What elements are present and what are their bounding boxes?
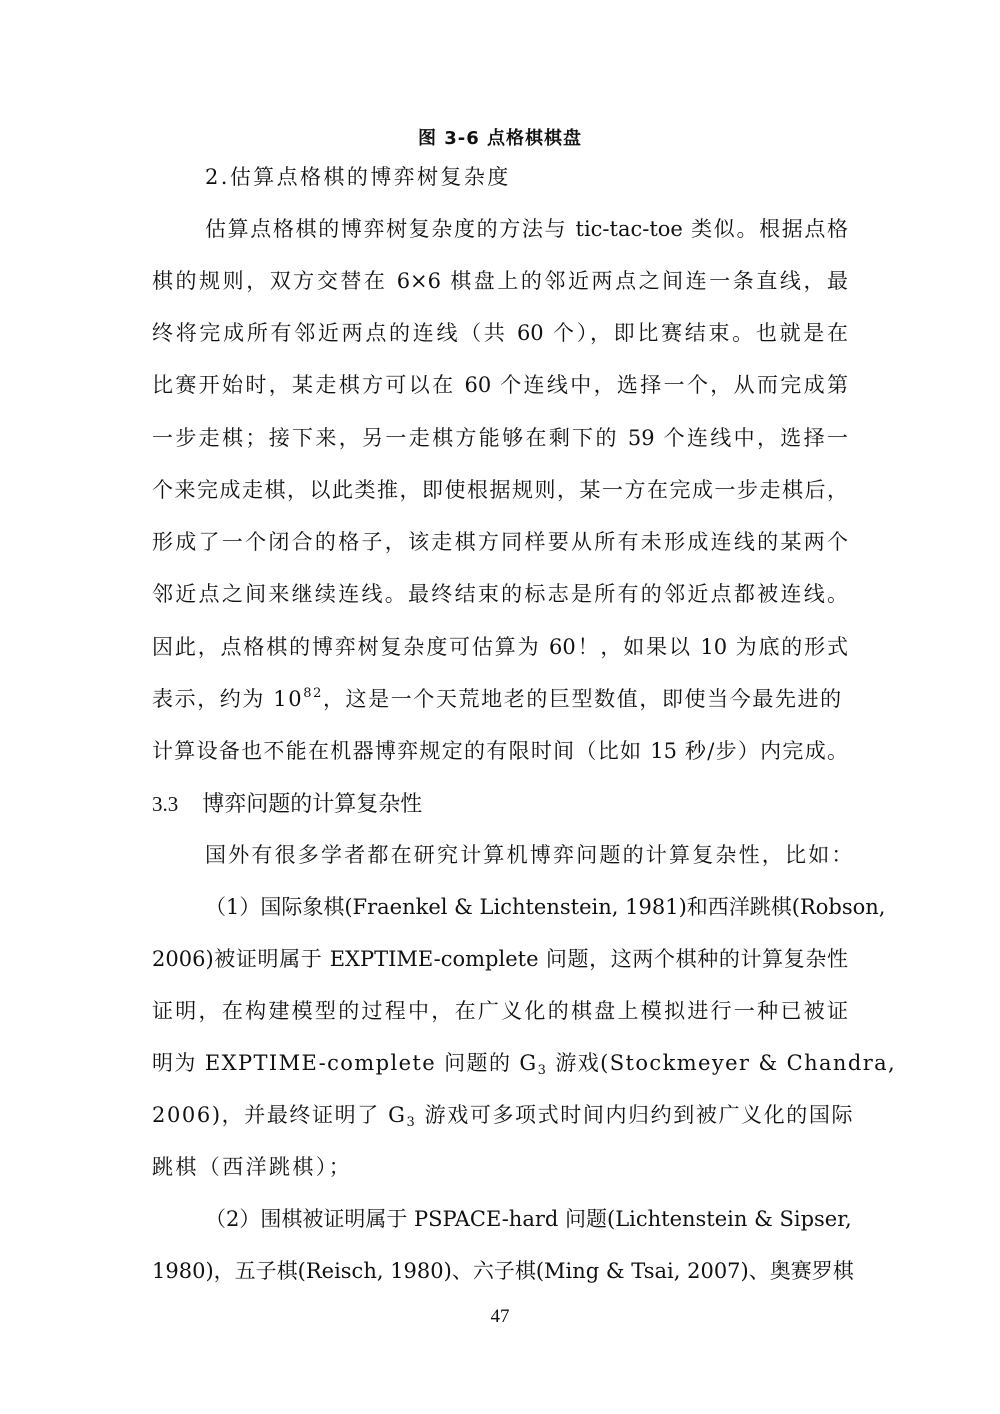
paragraph-line: 一步走棋；接下来，另一走棋方能够在剩下的 59 个连线中，选择一 bbox=[152, 426, 848, 450]
paragraph-line: 比赛开始时，某走棋方可以在 60 个连线中，选择一个，从而完成第 bbox=[152, 373, 848, 397]
subscript: 3 bbox=[406, 1115, 417, 1130]
subsection-title: 2.估算点格棋的博弈树复杂度 bbox=[205, 165, 511, 189]
section-title: 博弈问题的计算复杂性 bbox=[202, 792, 423, 817]
paragraph-line: 1980)，五子棋(Reisch, 1980)、六子棋(Ming & Tsai, 2007)、奥赛罗棋 bbox=[152, 1259, 854, 1283]
text-run: 游戏可多项式时间内归约到被广义化的国际 bbox=[416, 1103, 855, 1127]
paragraph-line bbox=[152, 1101, 855, 1130]
paragraph-line bbox=[152, 1049, 897, 1078]
page-number: 47 bbox=[490, 1306, 510, 1327]
section-number: 3.3 bbox=[152, 792, 179, 816]
text-run: 表示，约为 10 bbox=[152, 687, 304, 711]
paragraph-line: 2006)被证明属于 EXPTIME-complete 问题，这两个棋种的计算复杂性 bbox=[152, 947, 848, 971]
paragraph-line: 个来完成走棋，以此类推，即使根据规则，某一方在完成一步走棋后， bbox=[152, 478, 848, 502]
paragraph-line: 国外有很多学者都在研究计算机博弈问题的计算复杂性，比如： bbox=[205, 843, 855, 867]
paragraph-line: 跳棋（西洋跳棋）； bbox=[152, 1155, 353, 1179]
text-run: ，这是一个天荒地老的巨型数值，即使当今最先进的 bbox=[322, 687, 843, 711]
paragraph-line: 棋的规则，双方交替在 6×6 棋盘上的邻近两点之间连一条直线，最 bbox=[152, 269, 848, 293]
subscript: 3 bbox=[537, 1063, 548, 1078]
paragraph-line: （1）国际象棋(Fraenkel & Lichtenstein, 1981)和西洋跳棋(Robson, bbox=[205, 895, 886, 919]
figure-caption: 图 3-6 点格棋棋盘 bbox=[417, 128, 583, 149]
paragraph-line: 计算设备也不能在机器博弈规定的有限时间（比如 15 秒/步）内完成。 bbox=[152, 739, 848, 763]
paragraph-line: 邻近点之间来继续连线。最终结束的标志是所有的邻近点都被连线。 bbox=[152, 582, 848, 606]
section-heading bbox=[152, 789, 422, 820]
text-run: 游戏(Stockmeyer & Chandra, bbox=[547, 1051, 897, 1075]
paragraph-line bbox=[152, 685, 848, 713]
text-run: 明为 EXPTIME-complete 问题的 G bbox=[152, 1051, 538, 1075]
paragraph-line: 证明，在构建模型的过程中，在广义化的棋盘上模拟进行一种已被证 bbox=[152, 999, 848, 1023]
exponent: 82 bbox=[303, 686, 323, 701]
paragraph-line: 终将完成所有邻近两点的连线（共 60 个），即比赛结束。也就是在 bbox=[152, 321, 848, 345]
paragraph-line: 因此，点格棋的博弈树复杂度可估算为 60！，如果以 10 为底的形式 bbox=[152, 635, 848, 659]
paragraph-line: 形成了一个闭合的格子，该走棋方同样要从所有未形成连线的某两个 bbox=[152, 530, 848, 554]
paragraph-line: 估算点格棋的博弈树复杂度的方法与 tic-tac-toe 类似。根据点格 bbox=[205, 217, 848, 241]
paragraph-line: （2）围棋被证明属于 PSPACE-hard 问题(Lichtenstein & Sipser, bbox=[205, 1207, 852, 1231]
text-run: 2006)，并最终证明了 G bbox=[152, 1103, 407, 1127]
